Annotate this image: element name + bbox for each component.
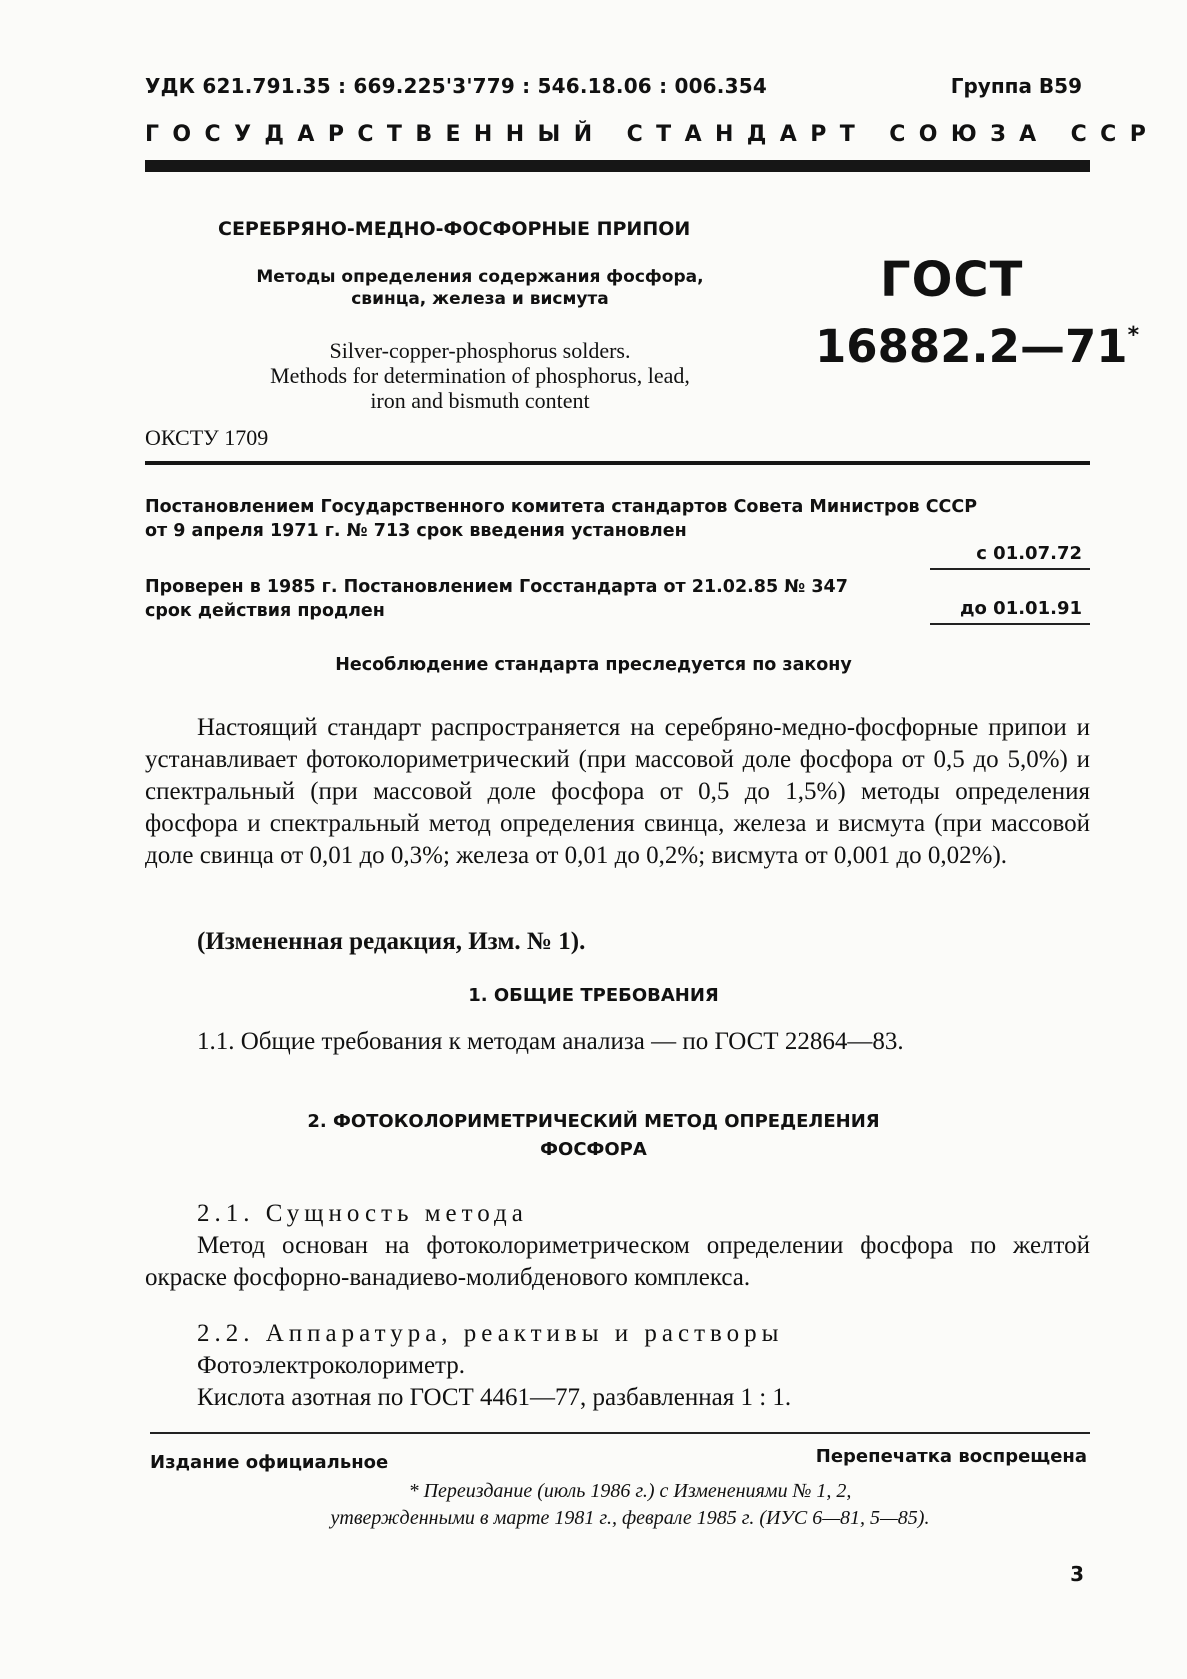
law-notice: Несоблюдение стандарта преследуется по закону <box>335 655 852 675</box>
decree-line: от 9 апреля 1971 г. № 713 срок введения установлен <box>145 521 687 541</box>
oksty-code: ОКСТУ 1709 <box>145 425 269 450</box>
paragraph-2-1-heading: 2.1. Сущность метода <box>197 1200 528 1227</box>
paragraph-1-1: 1.1. Общие требования к методам анализа — по ГОСТ 22864—83. <box>197 1028 904 1055</box>
subtitle-line: свинца, железа и висмута <box>351 289 609 309</box>
gost-number <box>815 320 1139 373</box>
title-rule <box>145 461 1090 465</box>
section-2-title-line: 2. ФОТОКОЛОРИМЕТРИЧЕСКИЙ МЕТОД ОПРЕДЕЛЕНИЯ <box>307 1111 880 1132</box>
document-title: СЕРЕБРЯНО-МЕДНО-ФОСФОРНЫЕ ПРИПОИ <box>218 218 691 240</box>
subtitle-line: Методы определения содержания фосфора, <box>256 267 704 287</box>
group-code: Группа В59 <box>950 74 1082 98</box>
gost-label: ГОСТ <box>880 252 1024 308</box>
footer-rule <box>150 1432 1090 1434</box>
english-title-line: iron and bismuth content <box>370 388 590 413</box>
reissue-note <box>150 1478 1110 1532</box>
review-line: Проверен в 1985 г. Постановлением Госстандарта от 21.02.85 № 347 <box>145 577 848 597</box>
paragraph-2-1-text: Метод основан на фотоколориметрическом определении фосфора по желтой окраске фосфорно-ванадиево-молибденового комплекса. <box>145 1232 1090 1291</box>
review-line: срок действия продлен <box>145 601 385 621</box>
review-text <box>145 575 925 623</box>
section-2-title-line: ФОСФОРА <box>540 1139 647 1160</box>
udk-code: УДК 621.791.35 : 669.225'3'779 : 546.18.06 : 006.354 <box>145 74 767 98</box>
paragraph-2-2-heading: 2.2. Аппаратура, реактивы и растворы <box>197 1320 784 1347</box>
reissue-note-line: утвержденными в марте 1981 г., феврале 1985 г. (ИУС 6—81, 5—85). <box>330 1507 930 1529</box>
section-2-title <box>0 1108 1187 1164</box>
document-subtitle <box>210 266 750 310</box>
expiry-date: до 01.01.91 <box>960 598 1082 619</box>
page-number: 3 <box>1070 1562 1084 1586</box>
official-edition: Издание официальное <box>150 1452 389 1473</box>
date-to-rule <box>930 623 1090 625</box>
decree-text <box>145 495 1090 543</box>
state-standard-banner: ГОСУДАРСТВЕННЫЙ СТАНДАРТ СОЮЗА ССР <box>145 122 1160 147</box>
amendment-note: (Измененная редакция, Изм. № 1). <box>197 928 586 955</box>
effective-date: с 01.07.72 <box>976 543 1082 564</box>
intro-paragraph: Настоящий стандарт распространяется на серебряно-медно-фосфорные припои и устанавливает фотоколориметрический (при массовой доле фосфора от 0,5 до 5,0%) и спектральный (при массовой доле фосфора от 0,5 до 1,5%) методы определения фосфора и спектральный метод определения свинца, железа и висмута (при массовой доле свинца от 0,01 до 0,3%; железа от 0,01 до 0,2%; висмута от 0,001 до 0,02%). <box>145 714 1090 869</box>
apparatus-item: Фотоэлектроколориметр. <box>197 1352 466 1379</box>
gost-number-mark: * <box>1127 323 1140 348</box>
reissue-note-line: * Переиздание (июль 1986 г.) с Изменениями № 1, 2, <box>408 1480 852 1502</box>
reprint-prohibited: Перепечатка воспрещена <box>815 1446 1087 1467</box>
date-from-rule <box>930 568 1090 570</box>
decree-line: Постановлением Государственного комитета стандартов Совета Министров СССР <box>145 497 978 517</box>
header-rule <box>145 160 1090 172</box>
english-title-line: Methods for determination of phosphorus, lead, <box>270 363 690 388</box>
english-title <box>200 338 760 413</box>
reagent-item: Кислота азотная по ГОСТ 4461—77, разбавленная 1 : 1. <box>197 1384 792 1411</box>
section-1-title: 1. ОБЩИЕ ТРЕБОВАНИЯ <box>468 985 719 1006</box>
english-title-line: Silver-copper-phosphorus solders. <box>329 338 631 363</box>
gost-number-value: 16882.2—71 <box>815 320 1128 373</box>
